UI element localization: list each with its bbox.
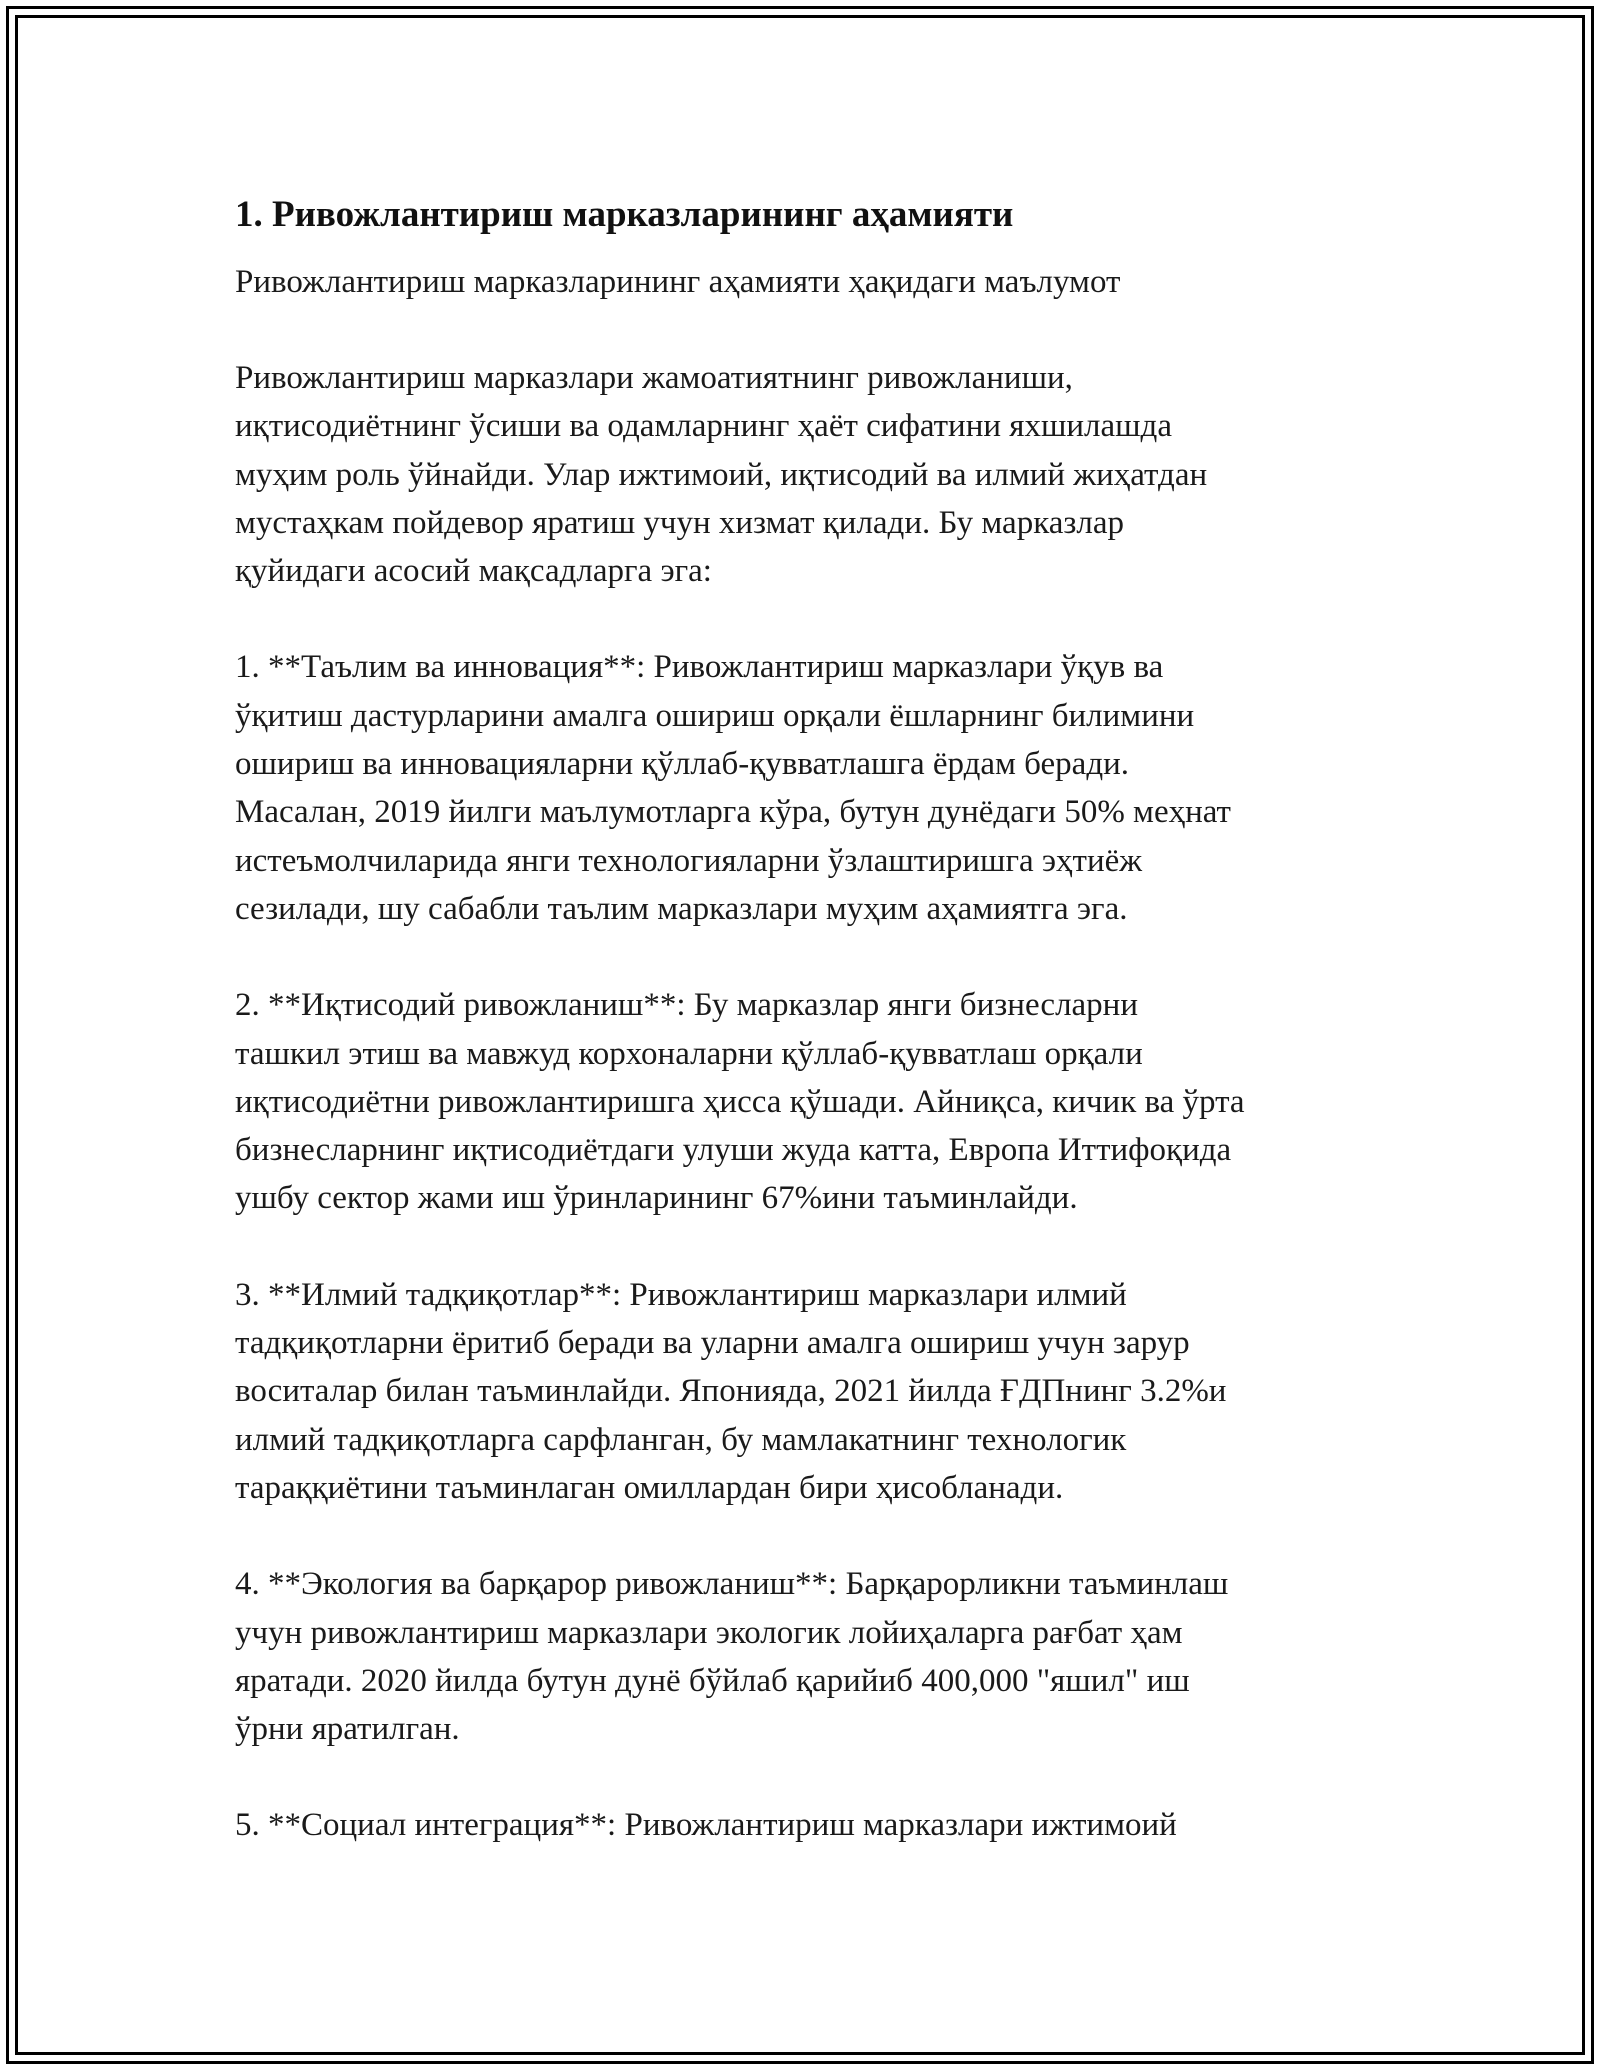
document-subtitle: Ривожлантириш марказларининг аҳамияти ҳақидаги маълумот xyxy=(235,264,1121,300)
list-item-education: 1. **Таълим ва инновация**: Ривожлантириш марказлари ўқув ва ўқитиш дастурларини амалга ошириш орқали ёшларнинг билимини ошириш ва инновацияларни қўллаб-қувватлашга ёрдам беради. Масалан, 2019 йилги маълумотларга кўра, бутун дунёдаги 50% меҳнат истеъмолчиларида янги технологияларни ўзлаштиришга эҳтиёж сезилади, шу сабабли таълим марказлари муҳим аҳамиятга эга. xyxy=(235,649,1231,927)
document-body xyxy=(235,190,1385,1850)
list-item-research: 3. **Илмий тадқиқотлар**: Ривожлантириш марказлари илмий тадқиқотларни ёритиб беради ва уларни амалга ошириш учун зарур воситалар билан таъминлайди. Японияда, 2021 йилда ҒДПнинг 3.2%и илмий тадқиқотларга сарфланган, бу мамлакатнинг технологик тараққиётини таъминлаган омиллардан бири ҳисобланади. xyxy=(235,1276,1227,1506)
list-item-economy: 2. **Иқтисодий ривожланиш**: Бу марказлар янги бизнесларни ташкил этиш ва мавжуд корхоналарни қўллаб-қувватлаш орқали иқтисодиётни ривожлантиришга ҳисса қўшади. Айниқса, кичик ва ўрта бизнесларнинг иқтисодиётдаги улуши жуда катта, Европа Иттифоқида ушбу сектор жами иш ўринларининг 67%ини таъминлайди. xyxy=(235,987,1245,1217)
list-item-ecology: 4. **Экология ва барқарор ривожланиш**: Барқарорликни таъминлаш учун ривожлантириш марказлари экологик лойиҳаларга рағбат ҳам яратади. 2020 йилда бутун дунё бўйлаб қарийиб 400,000 "яшил" иш ўрни яратилган. xyxy=(235,1566,1229,1748)
intro-paragraph: Ривожлантириш марказлари жамоатиятнинг ривожланиши, иқтисодиётнинг ўсиши ва одамларнинг ҳаёт сифатини яхшилашда муҳим роль ўйнайди. Улар ижтимоий, иқтисодий ва илмий жиҳатдан мустаҳкам пойдевор яратиш учун хизмат қилади. Бу марказлар қуйидаги асосий мақсадларга эга: xyxy=(235,360,1208,590)
list-item-social: 5. **Социал интеграция**: Ривожлантириш марказлари ижтимоий xyxy=(235,1807,1177,1844)
document-title: 1. Ривожлантириш марказларининг аҳамияти xyxy=(235,194,1014,235)
